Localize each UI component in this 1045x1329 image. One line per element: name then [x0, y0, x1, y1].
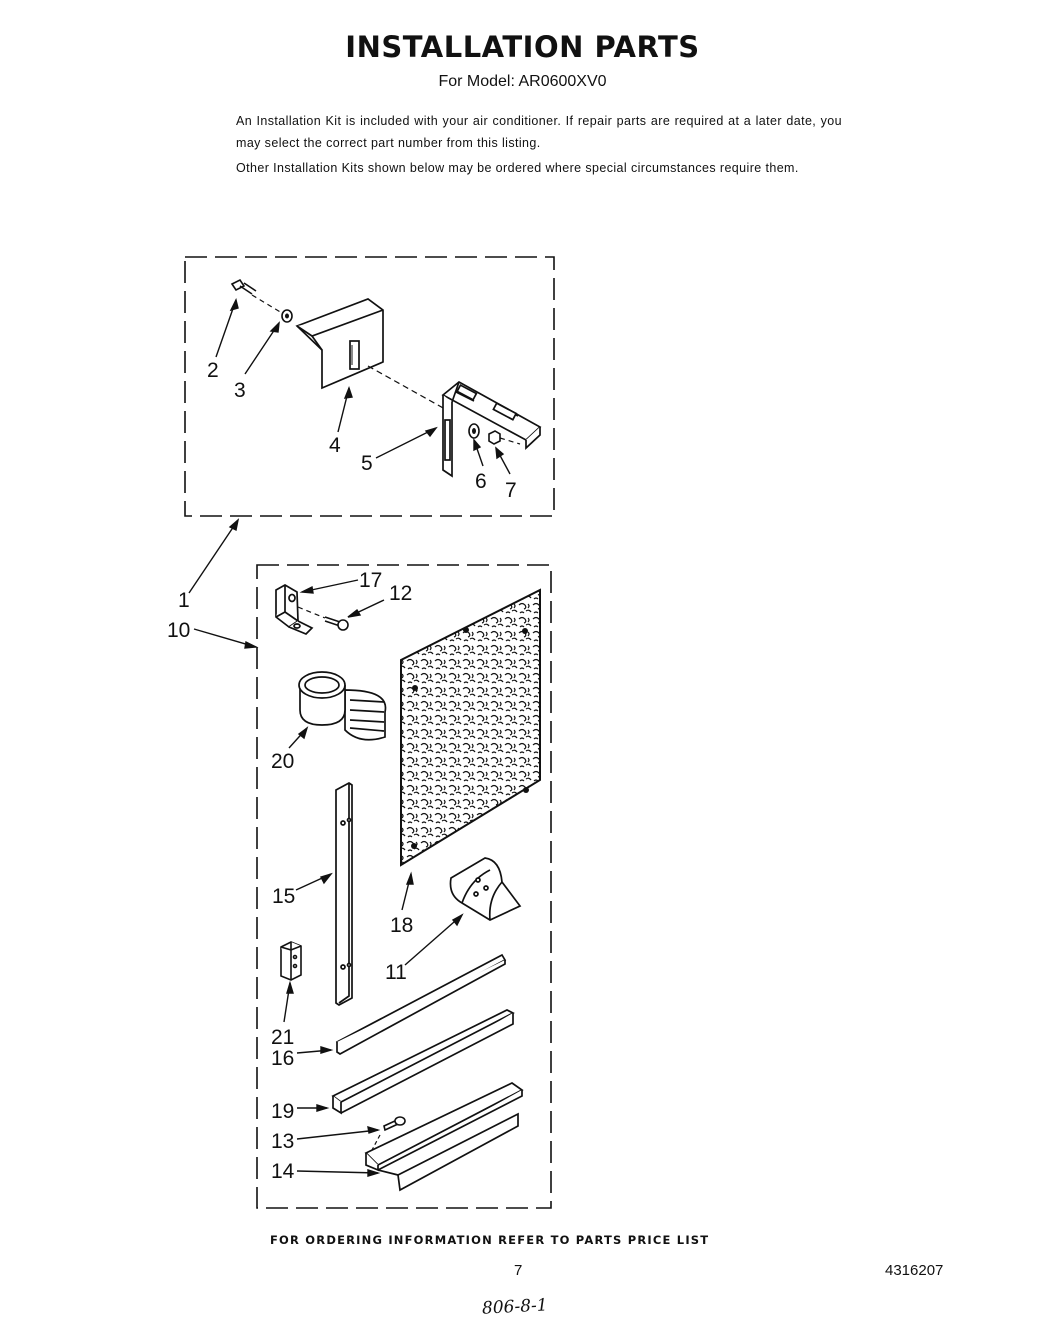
- document-number: 4316207: [885, 1262, 944, 1279]
- rail-part-15: [336, 783, 352, 1005]
- callout-2: 2: [207, 359, 219, 382]
- callout-16: 16: [271, 1047, 295, 1070]
- page-title: INSTALLATION PARTS: [345, 30, 700, 64]
- callout-7: 7: [505, 479, 517, 502]
- screw-part-12: [325, 617, 348, 630]
- ordering-note: FOR ORDERING INFORMATION REFER TO PARTS PRICE LIST: [270, 1233, 710, 1247]
- intro-paragraph-1: An Installation Kit is included with your air conditioner. If repair parts are required at a later date, you may select the correct part number from this listing.: [236, 114, 842, 150]
- intro-paragraph-2: Other Installation Kits shown below may be ordered where special circumstances require them.: [236, 161, 799, 175]
- callout-6: 6: [475, 470, 487, 493]
- callout-20: 20: [271, 750, 295, 773]
- callout-17: 17: [359, 569, 383, 592]
- callout-19: 19: [271, 1100, 295, 1123]
- clip-part-11: [450, 858, 520, 920]
- cover-part-4: [297, 299, 383, 388]
- model-subtitle: For Model: AR0600XV0: [438, 73, 607, 90]
- handwritten-note: 806-8-1: [481, 1295, 549, 1319]
- callout-21: 21: [271, 1026, 295, 1049]
- sill-support-part-14: [366, 1083, 522, 1190]
- callout-14: 14: [271, 1160, 295, 1183]
- callout-13: 13: [271, 1130, 295, 1153]
- nut-part-7: [489, 431, 500, 444]
- callout-1: 1: [178, 589, 190, 612]
- callout-12: 12: [389, 582, 413, 605]
- bracket-part-5: [443, 382, 540, 476]
- callout-10: 10: [167, 619, 191, 642]
- lock-block-part-21: [281, 942, 301, 980]
- page-number: 7: [514, 1262, 523, 1279]
- callout-15: 15: [272, 885, 296, 908]
- screw-part-2: [232, 280, 256, 294]
- callout-4: 4: [329, 434, 341, 457]
- foam-tape-part-20: [299, 672, 386, 740]
- screw-part-13: [384, 1117, 405, 1130]
- callout-18: 18: [390, 914, 414, 937]
- callout-3: 3: [234, 379, 246, 402]
- callout-5: 5: [361, 452, 373, 475]
- side-panel-part-18: [401, 590, 540, 865]
- callout-11: 11: [385, 961, 407, 984]
